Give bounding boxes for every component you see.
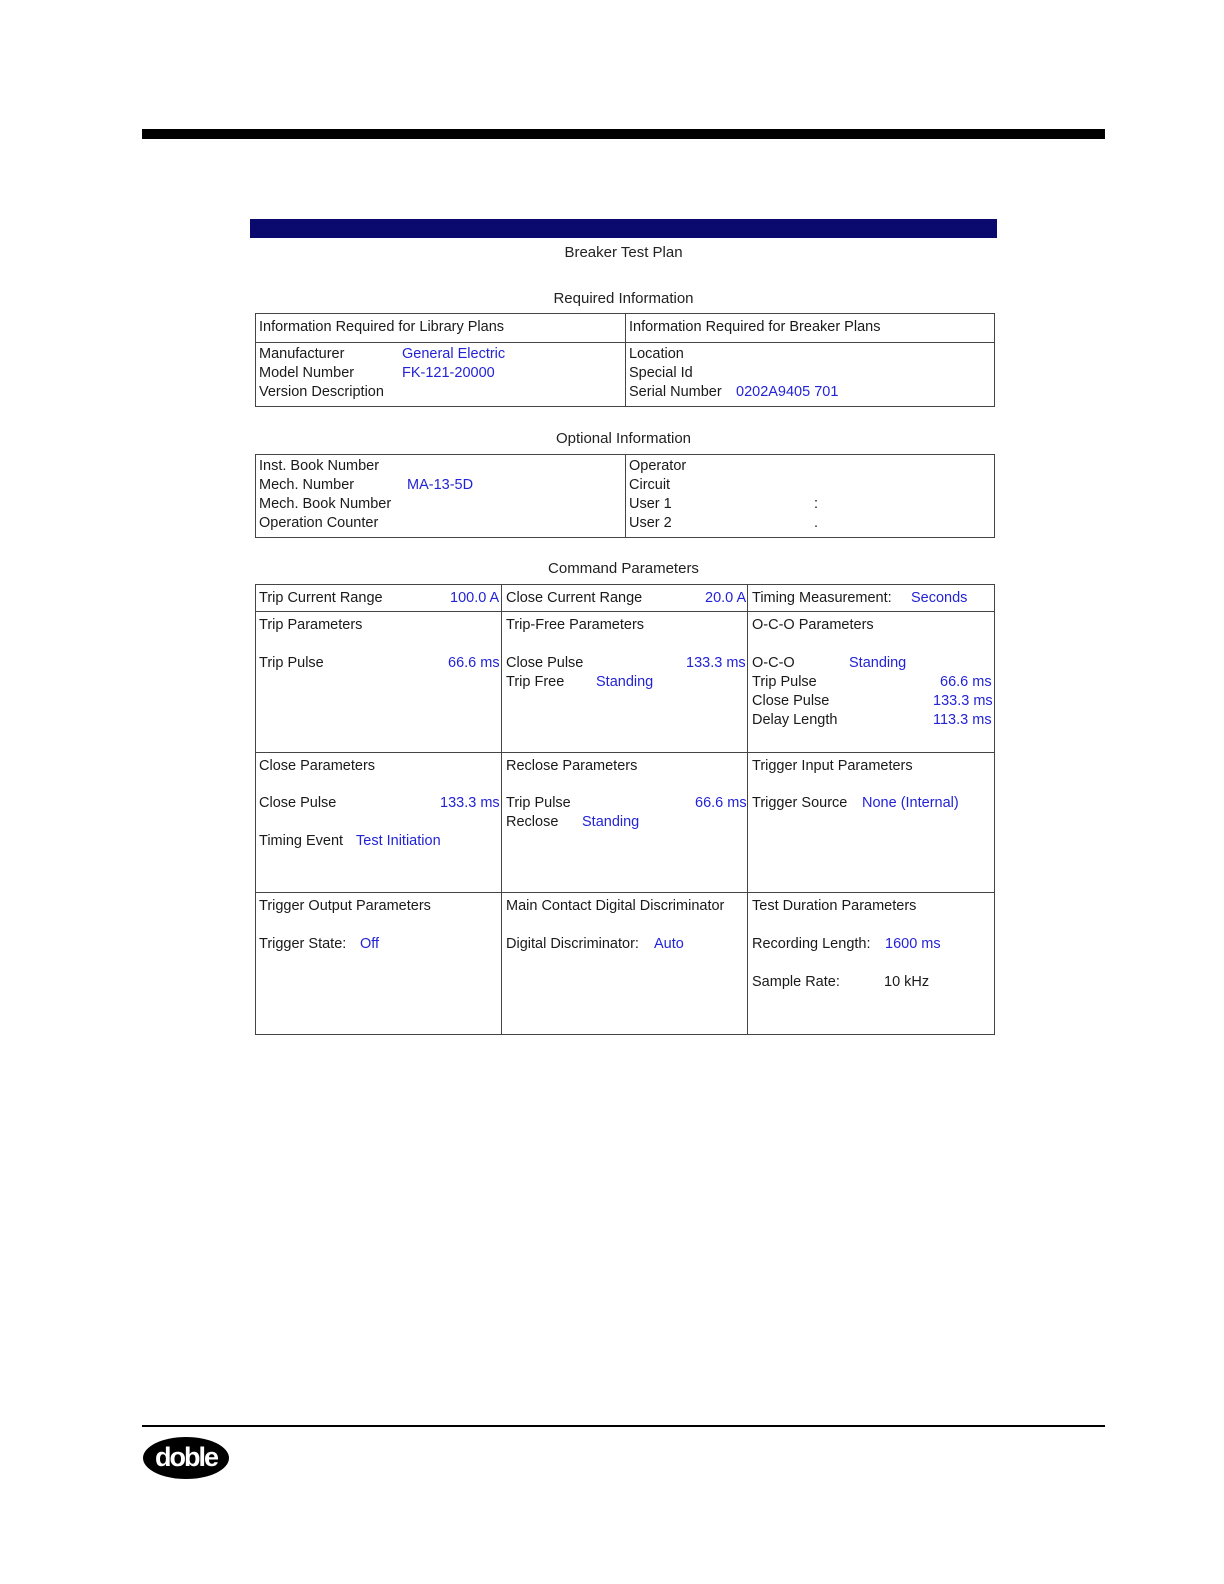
model-number-label: Model Number xyxy=(259,365,355,381)
trip-parameters-title: Trip Parameters xyxy=(259,617,363,633)
user2-label: User 2 xyxy=(629,515,672,531)
library-plans-header: Information Required for Library Plans xyxy=(259,319,505,335)
oco-label: O-C-O xyxy=(752,655,795,671)
sample-rate-label: Sample Rate: xyxy=(752,974,840,990)
operator-label: Operator xyxy=(629,458,687,474)
test-duration-title: Test Duration Parameters xyxy=(752,898,917,914)
sample-rate-value: 10 kHz xyxy=(884,974,930,990)
trigger-source-label: Trigger Source xyxy=(752,795,848,811)
tf-trip-free-value: Standing xyxy=(596,674,654,690)
cp-close-pulse-value: 133.3 ms xyxy=(440,795,500,811)
tf-trip-free-label: Trip Free xyxy=(506,674,565,690)
oco-parameters-title: O-C-O Parameters xyxy=(752,617,874,633)
required-info-table xyxy=(255,313,995,407)
trigger-output-title: Trigger Output Parameters xyxy=(259,898,431,914)
version-description-label: Version Description xyxy=(259,384,384,400)
close-parameters-title: Close Parameters xyxy=(259,758,376,774)
breaker-plans-header: Information Required for Breaker Plans xyxy=(629,319,881,335)
optional-section-title: Optional Information xyxy=(555,430,692,447)
rc-reclose-label: Reclose xyxy=(506,814,559,830)
location-label: Location xyxy=(629,346,684,362)
trigger-source-value: None (Internal) xyxy=(862,795,959,811)
tf-close-pulse-label: Close Pulse xyxy=(506,655,584,671)
reclose-parameters-title: Reclose Parameters xyxy=(506,758,638,774)
page-header-rule xyxy=(142,129,1105,139)
digital-discriminator-label: Digital Discriminator: xyxy=(506,936,639,952)
discriminator-title: Main Contact Digital Discriminator xyxy=(506,898,725,914)
timing-measurement-label: Timing Measurement: xyxy=(752,590,892,606)
timing-measurement-value: Seconds xyxy=(911,590,968,606)
trigger-state-value: Off xyxy=(360,936,380,952)
special-id-label: Special Id xyxy=(629,365,693,381)
serial-number-value: 0202A9405 701 xyxy=(736,384,839,400)
optional-info-table xyxy=(255,454,995,538)
oco-trip-pulse-label: Trip Pulse xyxy=(752,674,817,690)
circuit-label: Circuit xyxy=(629,477,671,493)
oco-value: Standing xyxy=(849,655,907,671)
tf-close-pulse-value: 133.3 ms xyxy=(686,655,746,671)
manufacturer-value: General Electric xyxy=(402,346,506,362)
close-current-range-label: Close Current Range xyxy=(506,590,643,606)
cp-close-pulse-label: Close Pulse xyxy=(259,795,337,811)
trigger-state-label: Trigger State: xyxy=(259,936,347,952)
recording-length-label: Recording Length: xyxy=(752,936,871,952)
oco-delay-length-value: 113.3 ms xyxy=(933,712,992,728)
oco-delay-length-label: Delay Length xyxy=(752,712,838,728)
user2-value: . xyxy=(814,515,819,531)
doble-logo xyxy=(142,1435,232,1486)
model-number-value: FK-121-20000 xyxy=(402,365,495,381)
command-params-table xyxy=(255,584,995,1035)
page-footer-rule xyxy=(142,1425,1105,1427)
report-title: Breaker Test Plan xyxy=(564,244,683,261)
mech-number-label: Mech. Number xyxy=(259,477,355,493)
manufacturer-label: Manufacturer xyxy=(259,346,345,362)
oco-trip-pulse-value: 66.6 ms xyxy=(940,674,992,690)
operation-counter-label: Operation Counter xyxy=(259,515,379,531)
rc-trip-pulse-label: Trip Pulse xyxy=(506,795,571,811)
user1-label: User 1 xyxy=(629,496,672,512)
oco-close-pulse-label: Close Pulse xyxy=(752,693,830,709)
mech-book-number-label: Mech. Book Number xyxy=(259,496,392,512)
serial-number-label: Serial Number xyxy=(629,384,722,400)
inst-book-number-label: Inst. Book Number xyxy=(259,458,380,474)
cp-timing-event-value: Test Initiation xyxy=(356,833,441,849)
command-section-title: Command Parameters xyxy=(548,560,699,577)
rc-trip-pulse-value: 66.6 ms xyxy=(695,795,747,811)
report-header-bar xyxy=(250,219,997,238)
trip-pulse-label: Trip Pulse xyxy=(259,655,324,671)
rc-reclose-value: Standing xyxy=(582,814,640,830)
trip-pulse-value: 66.6 ms xyxy=(448,655,500,671)
trip-current-range-label: Trip Current Range xyxy=(259,590,383,606)
mech-number-value: MA-13-5D xyxy=(407,477,474,493)
doble-logo-icon xyxy=(142,1435,232,1481)
logo-text: doble xyxy=(155,1442,217,1472)
user1-value: : xyxy=(814,496,819,512)
oco-close-pulse-value: 133.3 ms xyxy=(933,693,993,709)
recording-length-value: 1600 ms xyxy=(885,936,941,952)
required-section-title: Required Information xyxy=(553,290,694,307)
trip-current-range-value: 100.0 A xyxy=(450,590,500,606)
trigger-input-title: Trigger Input Parameters xyxy=(752,758,913,774)
trip-free-parameters-title: Trip-Free Parameters xyxy=(506,617,645,633)
digital-discriminator-value: Auto xyxy=(654,936,684,952)
cp-timing-event-label: Timing Event xyxy=(259,833,344,849)
close-current-range-value: 20.0 A xyxy=(705,590,747,606)
